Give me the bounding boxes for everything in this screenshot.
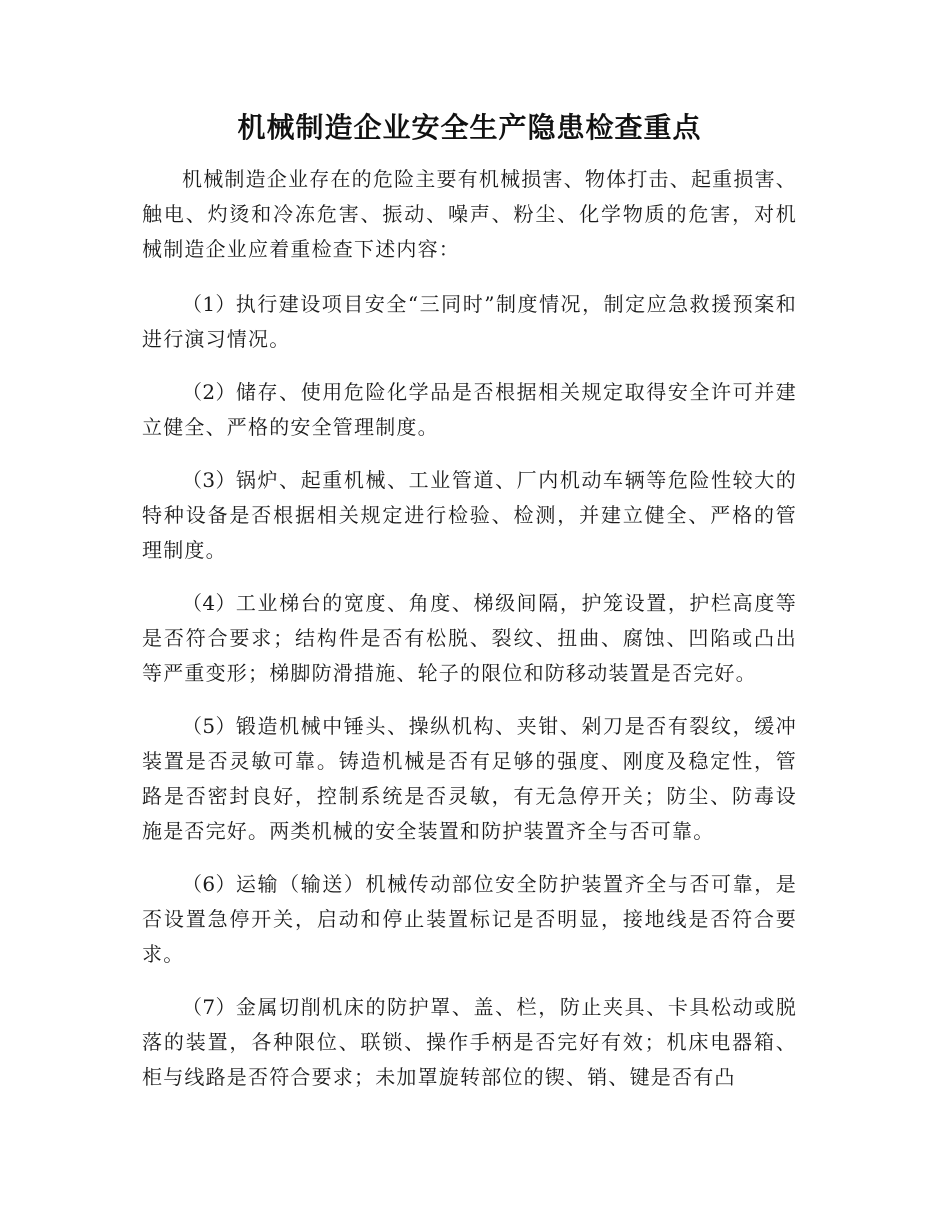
item-text: 运输（输送）机械传动部位安全防护装置齐全与否可靠，是否设置急停开关，启动和停止装置标记是否明显，接地线是否符合要求。 xyxy=(142,872,797,966)
document-title: 机械制造企业安全生产隐患检查重点 xyxy=(237,111,702,144)
item-text: 储存、使用危险化学品是否根据相关规定取得安全许可并建立健全、严格的安全管理制度。 xyxy=(142,380,797,439)
item-number: （5） xyxy=(182,714,236,738)
checklist-item-3 xyxy=(142,463,797,568)
item-text: 工业梯台的宽度、角度、梯级间隔，护笼设置，护栏高度等是否符合要求；结构件是否有松脱、裂纹、扭曲、腐蚀、凹陷或凸出等严重变形；梯脚防滑措施、轮子的限位和防移动装置是否完好。 xyxy=(142,591,797,685)
item-number: （2） xyxy=(182,380,236,404)
intro-paragraph: 机械制造企业存在的危险主要有机械损害、物体打击、起重损害、触电、灼烫和冷冻危害、振动、噪声、粉尘、化学物质的危害，对机械制造企业应着重检查下述内容： xyxy=(142,167,797,261)
checklist-item-6 xyxy=(142,867,797,972)
item-text: 执行建设项目安全“三同时”制度情况，制定应急救援预案和进行演习情况。 xyxy=(142,292,797,351)
item-text: 锅炉、起重机械、工业管道、厂内机动车辆等危险性较大的特种设备是否根据相关规定进行检验、检测，并建立健全、严格的管理制度。 xyxy=(142,468,797,562)
item-number: （7） xyxy=(182,995,236,1019)
item-number: （4） xyxy=(182,591,236,615)
checklist-item-7 xyxy=(142,990,797,1095)
checklist-item-2 xyxy=(142,375,797,445)
document-body xyxy=(142,108,797,1113)
item-number: （6） xyxy=(182,872,236,896)
checklist-item-4 xyxy=(142,586,797,691)
item-text: 金属切削机床的防护罩、盖、栏，防止夹具、卡具松动或脱落的装置，各种限位、联锁、操作手柄是否完好有效；机床电器箱、柜与线路是否符合要求；未加罩旋转部位的锲、销、键是否有凸 xyxy=(142,995,797,1089)
checklist-item-5 xyxy=(142,709,797,849)
checklist-item-1 xyxy=(142,287,797,357)
item-text: 锻造机械中锤头、操纵机构、夹钳、剁刀是否有裂纹，缓冲装置是否灵敏可靠。铸造机械是否有足够的强度、刚度及稳定性，管路是否密封良好，控制系统是否灵敏，有无急停开关；防尘、防毒设施是否完好。两类机械的安全装置和防护装置齐全与否可靠。 xyxy=(142,714,797,843)
item-number: （1） xyxy=(182,292,236,316)
item-number: （3） xyxy=(182,468,236,492)
